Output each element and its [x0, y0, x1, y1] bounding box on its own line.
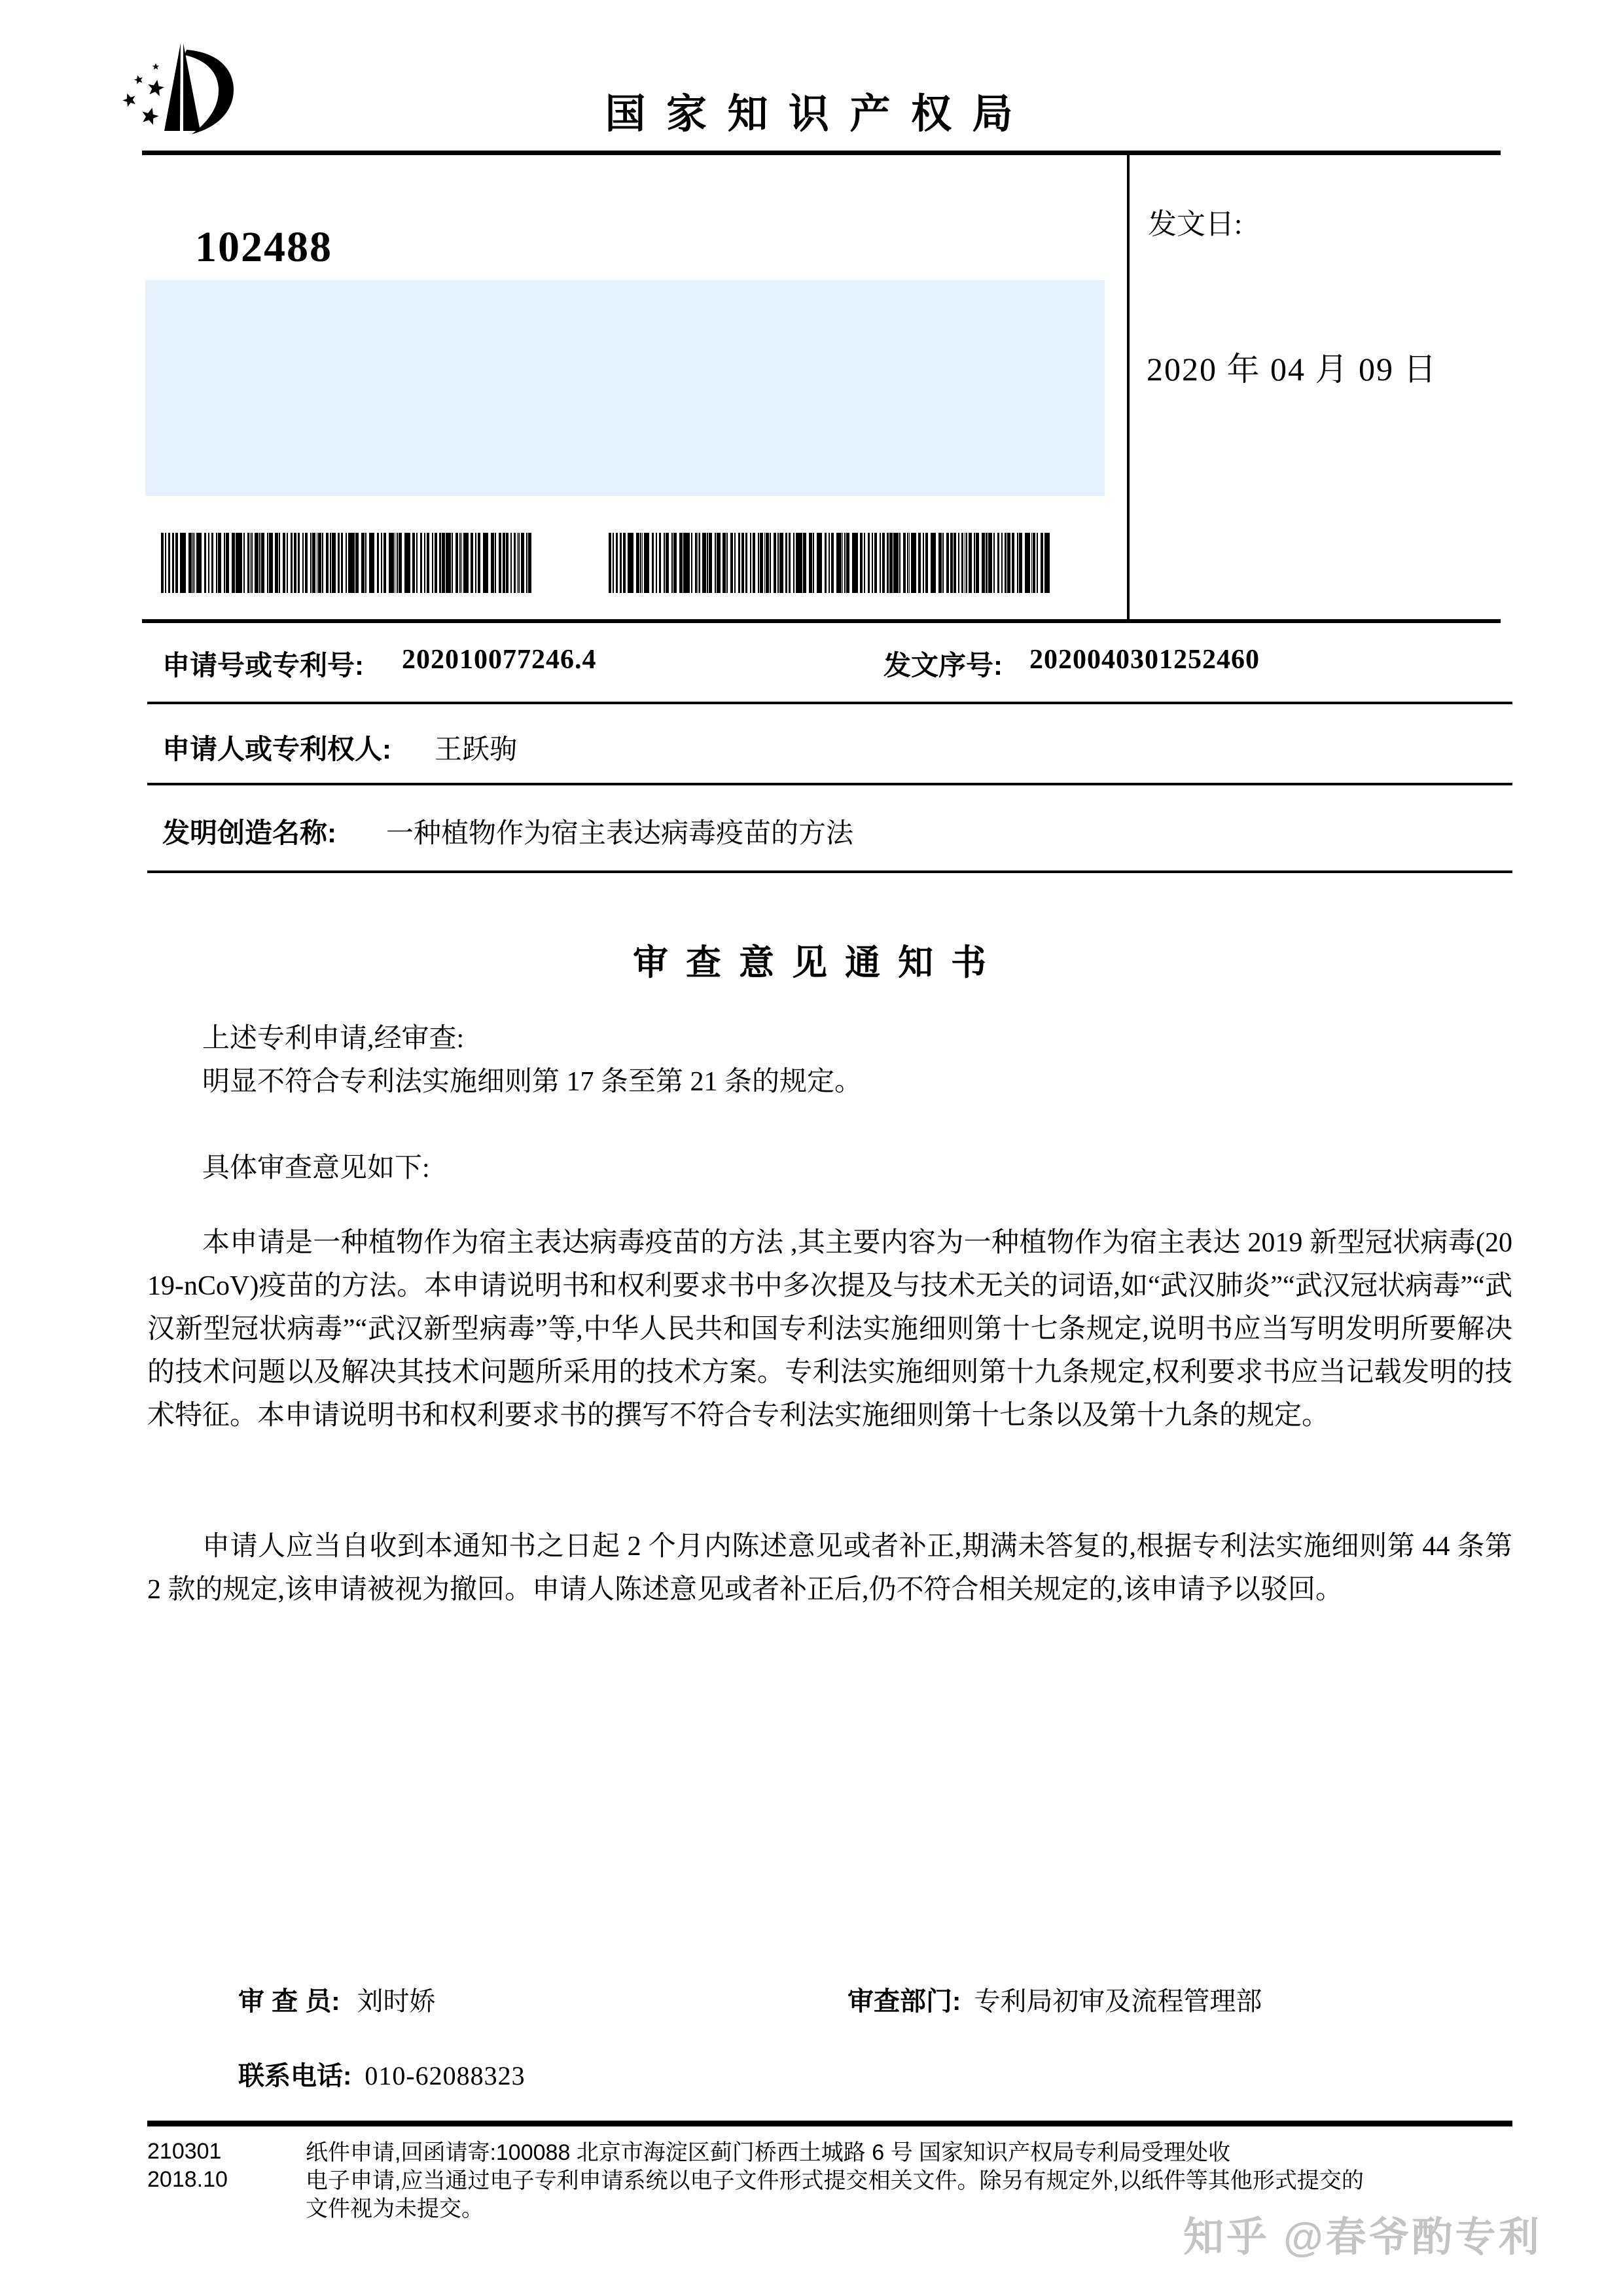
examiner-name: 刘时娇	[357, 1986, 436, 2016]
notice-title: 审 查 意 见 通 知 书	[632, 943, 991, 982]
footer-instruction-line-2: 电子申请,应当通过电子专利申请系统以电子文件形式提交相关文件。除另有规定外,以纸件等其他形式提交的	[306, 2168, 1364, 2193]
header-vertical-divider	[1127, 151, 1130, 622]
issue-date-value: 2020 年 04 月 09 日	[1147, 351, 1438, 387]
department-label: 审查部门:	[847, 1987, 961, 2016]
application-number-value: 202010077246.4	[402, 645, 597, 675]
zhihu-watermark: 知乎 @春爷酌专利	[1183, 2215, 1542, 2260]
serial-number-label: 发文序号:	[883, 650, 1003, 681]
applicant-label: 申请人或专利权人:	[162, 734, 391, 764]
opinion-section-heading: 具体审查意见如下:	[202, 1153, 430, 1183]
barcode-right	[609, 533, 1052, 593]
issue-date-label: 发文日:	[1148, 208, 1243, 240]
applicant-value: 王跃驹	[435, 735, 518, 765]
form-version-date: 2018.10	[147, 2167, 228, 2192]
notice-intro-line-1: 上述专利申请,经审查:	[202, 1024, 465, 1054]
address-highlight-box	[145, 280, 1105, 496]
footer-instruction-line-3: 文件视为未提交。	[306, 2197, 484, 2221]
dispatch-code: 102488	[195, 223, 332, 271]
opinion-paragraph-1: 本申请是一种植物作为宿主表达病毒疫苗的方法 ,其主要内容为一种植物作为宿主表达 2019 新型冠状病毒(2019-nCoV)疫苗的方法。本申请说明书和权利要求书中多次提及与技术无关的词语,如“武汉肺炎”“武汉冠状病毒”“武汉新型冠状病毒”“武汉新型病毒”等,中华人民共和国专利法实施细则第十七条规定,说明书应当写明发明所要解决的技术问题以及解决其技术问题所采用的技术方案。专利法实施细则第十九条规定,权利要求书应当记载发明的技术特征。本申请说明书和权利要求书的撰写不符合专利法实施细则第十七条以及第十九条的规定。	[147, 1228, 1512, 1431]
phone-number: 010-62088323	[365, 2061, 526, 2090]
form-code: 210301	[147, 2139, 222, 2164]
row-divider-2	[147, 783, 1512, 785]
row-divider-1	[147, 702, 1512, 704]
invention-title-value: 一种植物作为宿主表达病毒疫苗的方法	[386, 819, 854, 849]
phone-label: 联系电话:	[238, 2062, 352, 2090]
examiner-row-left	[238, 1981, 436, 2018]
barcode-left	[161, 533, 533, 593]
serial-number-value: 2020040301252460	[1029, 645, 1260, 675]
header-top-rule	[142, 151, 1501, 155]
invention-title-label: 发明创造名称:	[162, 817, 336, 848]
footer-instruction-line-1: 纸件申请,回函请寄:100088 北京市海淀区蓟门桥西土城路 6 号 国家知识产权局专利局受理处收	[306, 2140, 1231, 2165]
opinion-paragraph-2: 申请人应当自收到本通知书之日起 2 个月内陈述意见或者补正,期满未答复的,根据专利法实施细则第 44 条第 2 款的规定,该申请被视为撤回。申请人陈述意见或者补正后,仍不符合相关规定的,该申请予以驳回。	[147, 1532, 1512, 1605]
department-name: 专利局初审及流程管理部	[974, 1986, 1262, 2016]
header-bottom-rule	[142, 619, 1501, 623]
agency-title: 国 家 知 识 产 权 局	[605, 92, 1018, 137]
examiner-row-right	[847, 1981, 1262, 2018]
row-divider-3	[147, 870, 1512, 873]
application-number-label: 申请号或专利号:	[162, 650, 364, 681]
examiner-label: 审 查 员:	[238, 1987, 340, 2016]
phone-row	[238, 2055, 526, 2092]
footer-rule	[147, 2121, 1512, 2126]
notice-intro-line-2: 明显不符合专利法实施细则第 17 条至第 21 条的规定。	[202, 1067, 863, 1097]
